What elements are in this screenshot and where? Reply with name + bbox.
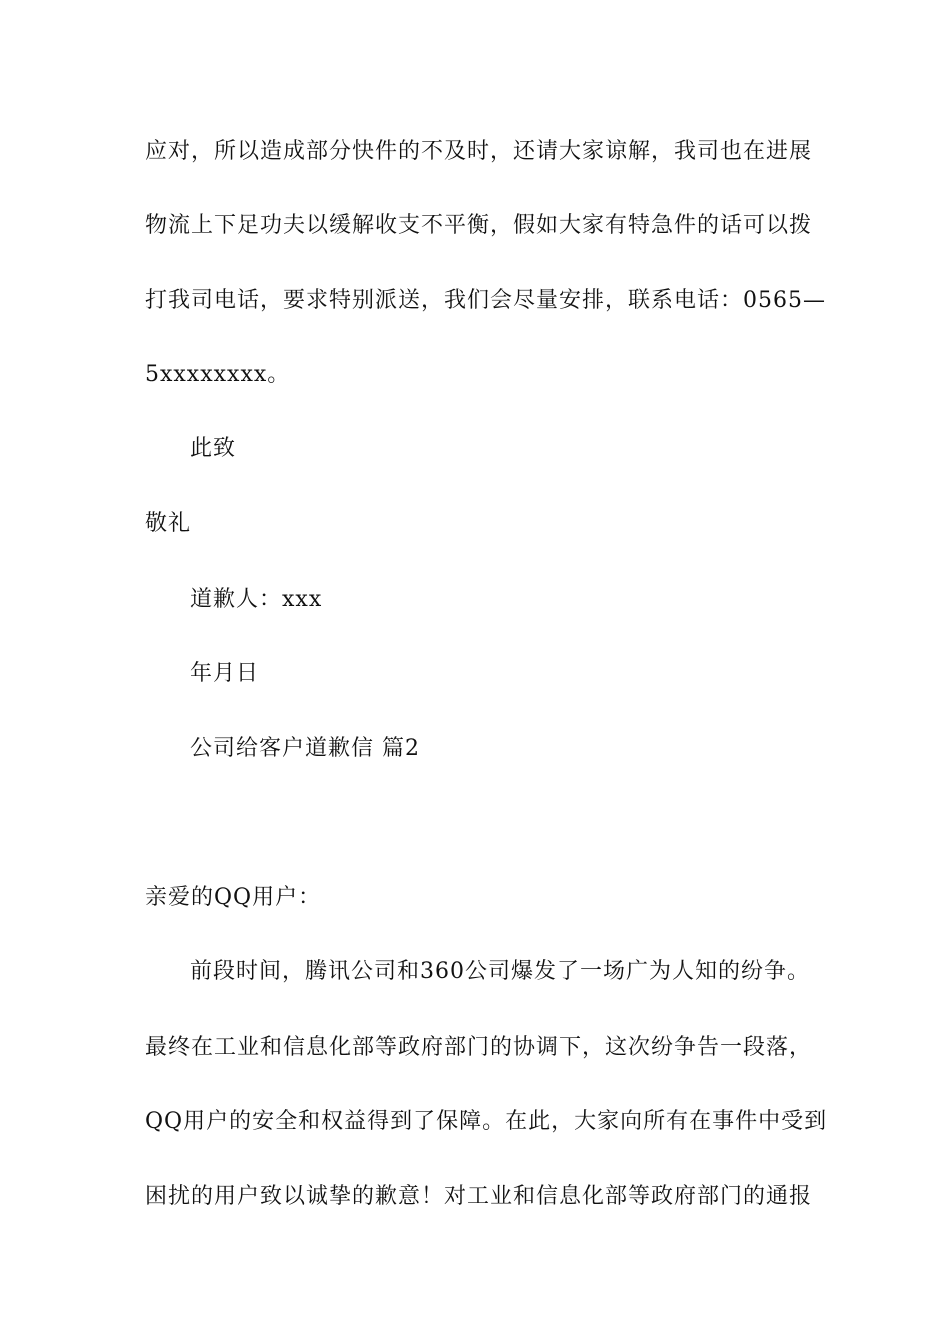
closing-regards: 敬礼 [145, 511, 192, 536]
paragraph-line: 打我司电话，要求特别派送，我们会尽量安排，联系电话：0565— [145, 288, 826, 313]
paragraph-line: 应对，所以造成部分快件的不及时，还请大家谅解，我司也在进展 [145, 139, 813, 164]
section-heading: 公司给客户道歉信 篇2 [190, 736, 420, 761]
paragraph-line: 前段时间，腾讯公司和360公司爆发了一场广为人知的纷争。 [190, 959, 810, 984]
paragraph-line: 物流上下足功夫以缓解收支不平衡，假如大家有特急件的话可以拨 [145, 213, 813, 238]
date-line: 年月日 [190, 661, 260, 686]
letter-greeting: 亲爱的QQ用户： [145, 885, 322, 910]
closing-salutation: 此致 [190, 436, 237, 461]
paragraph-line: 最终在工业和信息化部等政府部门的协调下，这次纷争告一段落， [145, 1035, 813, 1060]
paragraph-line: 困扰的用户致以诚挚的歉意！对工业和信息化部等政府部门的通报 [145, 1184, 813, 1209]
paragraph-line: 5xxxxxxxx。 [145, 362, 291, 387]
paragraph-line: QQ用户的安全和权益得到了保障。在此，大家向所有在事件中受到 [145, 1109, 828, 1134]
signature-line: 道歉人：xxx [190, 587, 323, 612]
